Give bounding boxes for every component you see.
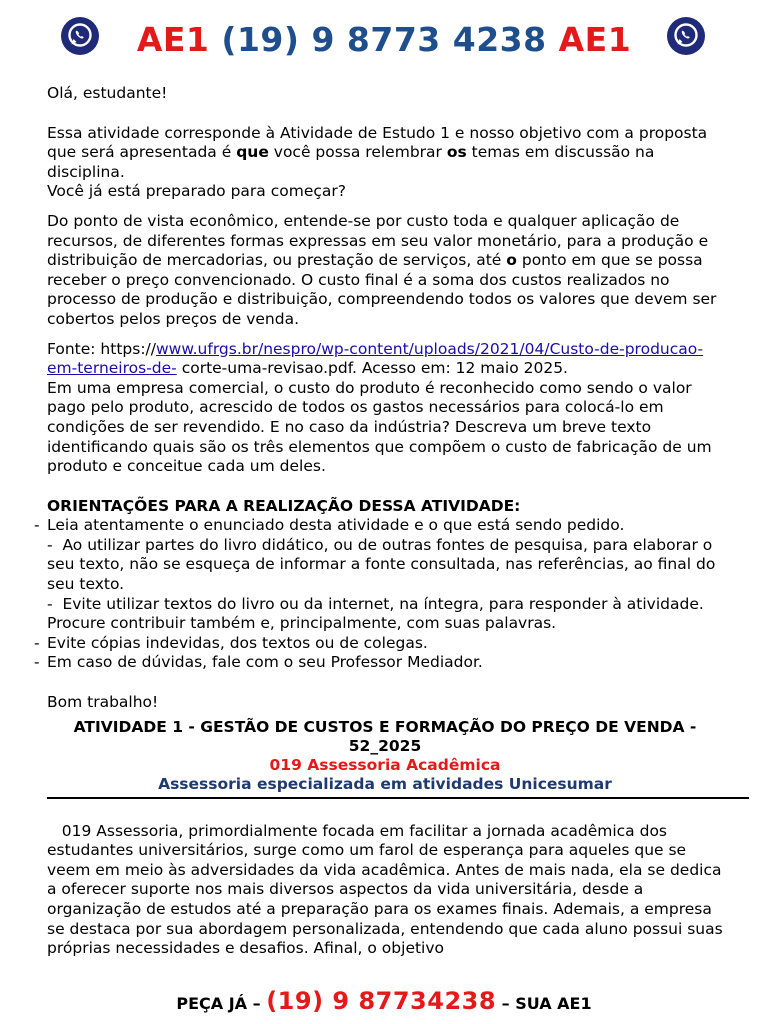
- header-phone[interactable]: (19) 9 8773 4238: [221, 20, 547, 59]
- source-link[interactable]: www.ufrgs.br/nespro/wp-content/uploads/2021/04/Custo-de-producao-em-terneiros-de-: [47, 339, 704, 378]
- bold-word: os: [446, 143, 467, 162]
- list-item-text: Leia atentamente o enunciado desta atividade e o que está sendo pedido.: [47, 516, 625, 535]
- source-prefix: Fonte: https://: [47, 339, 156, 358]
- header-left-tag: AE1: [136, 20, 210, 59]
- divider: [47, 797, 749, 799]
- question-paragraph: Em uma empresa comercial, o custo do produto é reconhecido como sendo o valor pago pelo produto, acrescido de todos os gastos necessários para colocá-lo em condições de ser revendido. E no caso da indústria? Descreva um breve texto identificando quais são os três elementos que compõem o custo de fabricação de um produto e conceitue cada um deles.: [47, 378, 712, 476]
- list-item-text: Evite cópias indevidas, dos textos ou de colegas.: [47, 633, 428, 652]
- bullet-dash: -: [47, 594, 63, 613]
- intro-text: você possa relembrar: [268, 143, 447, 162]
- header: [0, 14, 768, 70]
- orientations-list: [34, 516, 727, 673]
- bullet-dash: -: [34, 516, 40, 535]
- intro-text: Essa atividade corresponde à Atividade de Estudo 1 e nosso objetivo com a proposta que será apresentada é: [47, 123, 708, 162]
- bullet-dash: -: [47, 535, 63, 554]
- orientations-heading: ORIENTAÇÕES PARA A REALIZAÇÃO DESSA ATIVIDADE:: [47, 496, 521, 515]
- main-content: [34, 84, 727, 713]
- footer-suffix: – SUA AE1: [496, 994, 592, 1013]
- greeting: Olá, estudante!: [47, 84, 168, 102]
- company-description-text: 019 Assessoria, primordialmente focada em facilitar a jornada acadêmica dos estudantes universitários, surge como um farol de esperança para aqueles que se veem em meio às adversidades da vida acadêmica. Antes de mais nada, ela se dedica a oferecer suporte nos mais diversos aspectos da vida universitária, desde a organização de estudos até a preparação para os exames finais. Ademais, a empresa se destaca por sua abordagem personalizada, entendendo que cada aluno possui suas próprias necessidades e desafios. Afinal, o objetivo: [47, 821, 728, 958]
- list-item: [47, 536, 727, 595]
- bold-word: que: [236, 143, 269, 162]
- list-item: [34, 633, 727, 654]
- activity-title: ATIVIDADE 1 - GESTÃO DE CUSTOS E FORMAÇÃO DO PREÇO DE VENDA - 52_2025: [73, 718, 697, 755]
- list-item-text: Em caso de dúvidas, fale com o seu Professor Mediador.: [47, 653, 483, 672]
- footer-prefix: PEÇA JÁ –: [176, 994, 267, 1013]
- definition-text: ponto em que se possa receber o preço convencionado. O custo final é a soma dos custos realizados no processo de produção e distribuição, compreendendo todos os valores que devem ser cobertos pelos preços de venda.: [47, 251, 717, 328]
- intro-text: temas em discussão na disciplina.: [47, 143, 655, 181]
- company-name: 019 Assessoria Acadêmica: [269, 756, 501, 774]
- whatsapp-icon[interactable]: [666, 16, 706, 56]
- list-item: [34, 653, 727, 673]
- list-item: [47, 595, 727, 634]
- definition-text: Do ponto de vista econômico, entende-se por custo toda e qualquer aplicação de recursos, de diferentes formas expressas em seu valor monetário, para a produção e distribuição de mercadorias, ou prestação de serviços, até: [47, 211, 709, 270]
- header-right-tag: AE1: [558, 20, 632, 59]
- source-suffix: corte-uma-revisao.pdf. Acesso em: 12 maio 2025.: [176, 359, 568, 378]
- list-item-text: Ao utilizar partes do livro didático, ou de outras fontes de pesquisa, para elaborar o seu texto, não se esqueça de informar a fonte consultada, nas referências, ao final do seu texto.: [47, 535, 721, 594]
- intro-paragraph: [47, 124, 727, 183]
- list-item: [34, 516, 727, 536]
- intro-question: Você já está preparado para começar?: [47, 182, 346, 201]
- footer-phone[interactable]: (19) 9 87734238: [266, 987, 497, 1015]
- footer-cta: [0, 986, 768, 1019]
- company-tagline: Assessoria especializada em atividades Unicesumar: [158, 775, 612, 793]
- activity-header: [40, 718, 730, 794]
- source-paragraph: [47, 340, 727, 379]
- cost-definition-paragraph: [47, 212, 727, 330]
- bullet-dash: -: [34, 653, 40, 672]
- closing-text: Bom trabalho!: [47, 693, 159, 712]
- list-item-text: Evite utilizar textos do livro ou da internet, na íntegra, para responder à atividade. Procure contribuir também e, principalmente, com suas palavras.: [47, 594, 709, 633]
- header-title: [0, 20, 768, 60]
- bold-word: o: [506, 251, 517, 270]
- company-description: [47, 802, 727, 959]
- bullet-dash: -: [34, 633, 40, 652]
